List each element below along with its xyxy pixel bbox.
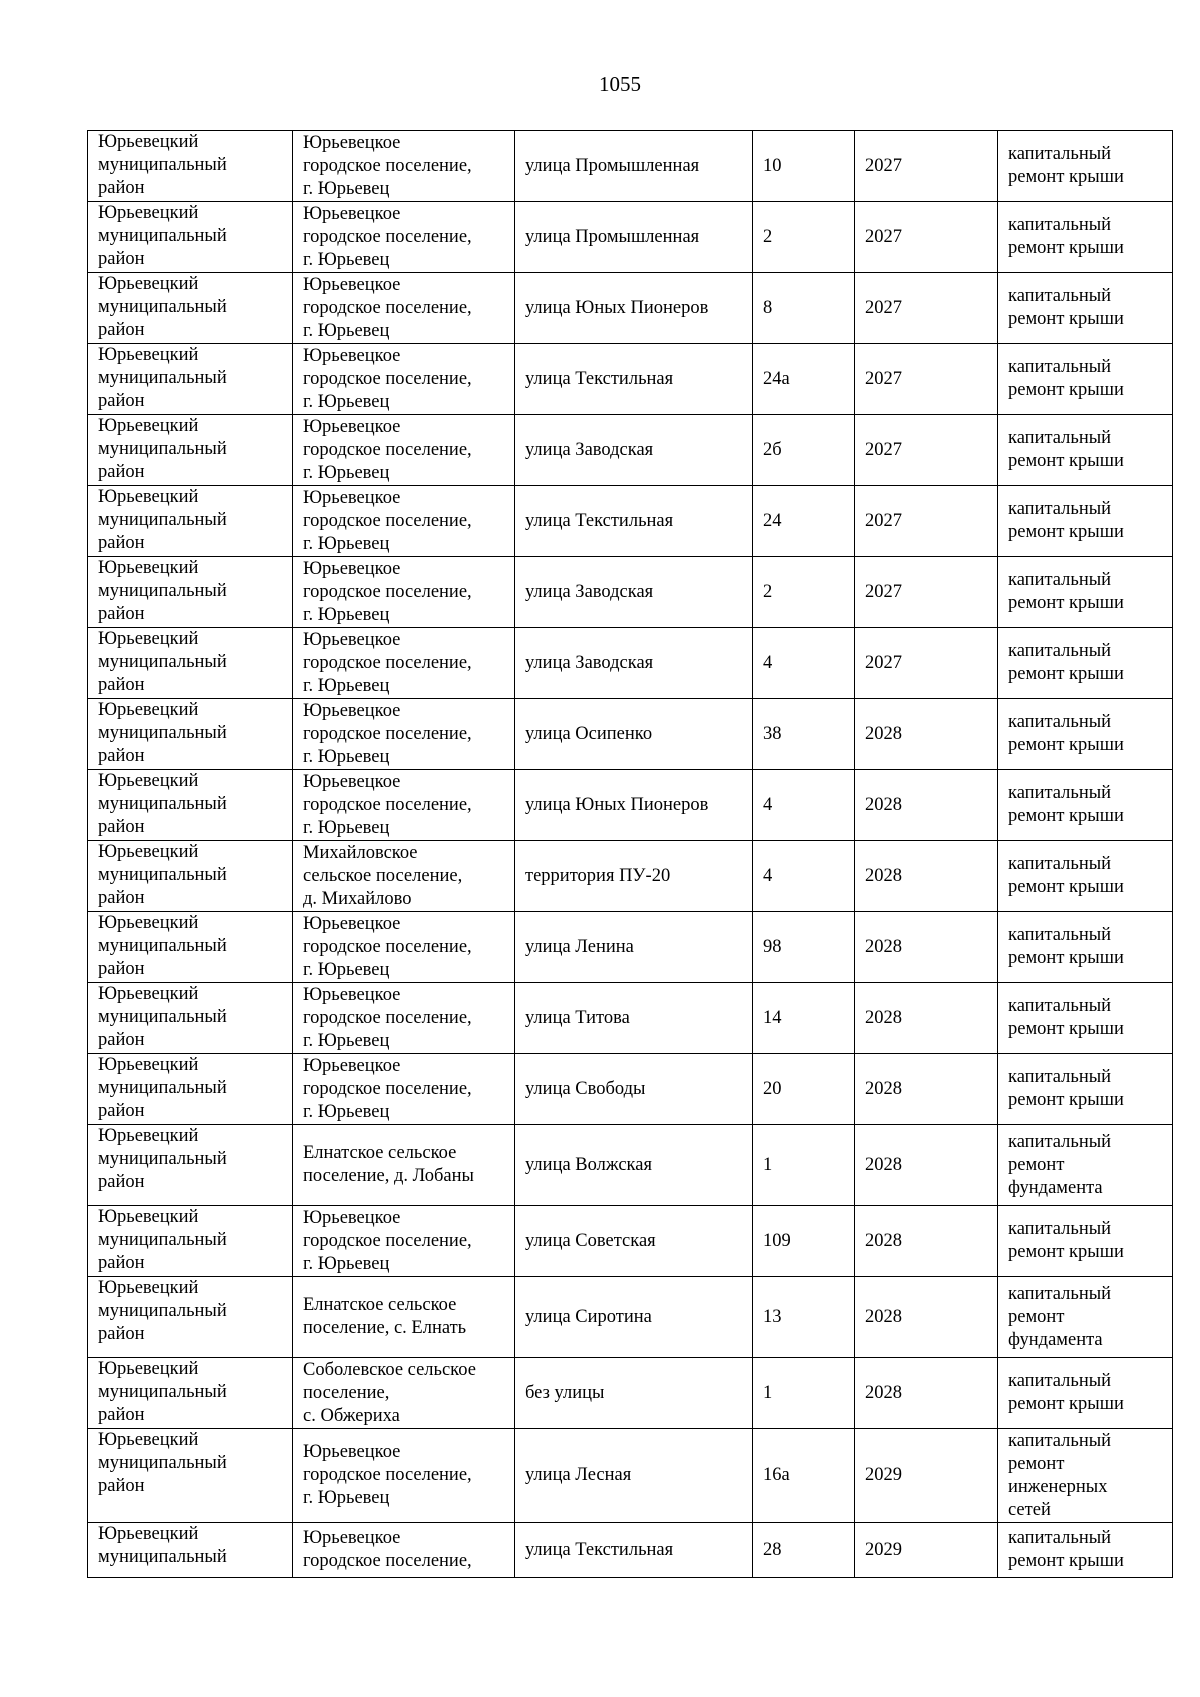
settlement-cell: [293, 486, 515, 557]
work-type-cell-text: капитальный ремонт крыши: [1008, 712, 1124, 755]
work-type-cell: [998, 202, 1173, 273]
district-cell-text: Юрьевецкий муниципальный район: [98, 203, 227, 269]
house-number-cell-text: 1: [763, 1382, 773, 1403]
settlement-cell-text: Юрьевецкое городское поселение, г. Юрьевец: [303, 1055, 472, 1122]
year-cell: [855, 770, 998, 841]
settlement-cell: [293, 841, 515, 912]
work-type-cell: [998, 912, 1173, 983]
settlement-cell-text: Юрьевецкое городское поселение, г. Юрьевец: [303, 274, 472, 341]
house-number-cell: [753, 273, 855, 344]
work-type-cell-text: капитальный ремонт крыши: [1008, 357, 1124, 400]
year-cell: [855, 841, 998, 912]
house-number-cell: [753, 1054, 855, 1125]
house-number-cell-text: 4: [763, 652, 773, 673]
settlement-cell-text: Юрьевецкое городское поселение, г. Юрьевец: [303, 984, 472, 1051]
year-cell-text: 2027: [865, 155, 902, 176]
house-number-cell-text: 24а: [763, 368, 790, 389]
table-row: [88, 770, 1173, 841]
year-cell-text: 2028: [865, 794, 902, 815]
work-type-cell-text: капитальный ремонт крыши: [1008, 854, 1124, 897]
year-cell-text: 2028: [865, 936, 902, 957]
street-cell-text: улица Свободы: [525, 1078, 646, 1099]
street-cell: [515, 1277, 753, 1358]
work-type-cell-text: капитальный ремонт крыши: [1008, 1067, 1124, 1110]
year-cell-text: 2027: [865, 510, 902, 531]
year-cell: [855, 1523, 998, 1578]
house-number-cell-text: 2: [763, 226, 773, 247]
settlement-cell-text: Юрьевецкое городское поселение, г. Юрьевец: [303, 1442, 472, 1508]
work-type-cell: [998, 344, 1173, 415]
district-cell-text: Юрьевецкий муниципальный район: [98, 984, 227, 1050]
settlement-cell-text: Михайловское сельское поселение, д. Михайлово: [303, 842, 463, 909]
settlement-cell: [293, 1358, 515, 1429]
settlement-cell: [293, 699, 515, 770]
district-cell: [88, 1358, 293, 1429]
page-number: 1055: [599, 72, 641, 96]
street-cell: [515, 628, 753, 699]
table-row: [88, 202, 1173, 273]
settlement-cell: [293, 1429, 515, 1523]
district-cell-text: Юрьевецкий муниципальный район: [98, 1430, 227, 1496]
district-cell: [88, 699, 293, 770]
district-cell-text: Юрьевецкий муниципальный район: [98, 132, 227, 198]
district-cell-text: Юрьевецкий муниципальный район: [98, 629, 227, 695]
work-type-cell-text: капитальный ремонт фундамента: [1008, 1283, 1112, 1350]
street-cell-text: улица Лесная: [525, 1465, 632, 1485]
street-cell-text: улица Ленина: [525, 936, 634, 957]
year-cell-text: 2028: [865, 723, 902, 744]
table-row: [88, 1206, 1173, 1277]
house-number-cell: [753, 344, 855, 415]
house-number-cell-text: 24: [763, 510, 782, 531]
capital-repair-table: [87, 130, 1173, 1578]
street-cell-text: улица Осипенко: [525, 723, 653, 744]
district-cell: [88, 344, 293, 415]
year-cell-text: 2029: [865, 1539, 902, 1560]
work-type-cell-text: капитальный ремонт крыши: [1008, 641, 1124, 684]
table-row: [88, 1054, 1173, 1125]
settlement-cell: [293, 628, 515, 699]
street-cell: [515, 1125, 753, 1206]
work-type-cell-text: капитальный ремонт крыши: [1008, 286, 1124, 329]
year-cell-text: 2028: [865, 1306, 902, 1327]
street-cell-text: улица Юных Пионеров: [525, 297, 709, 318]
house-number-cell-text: 14: [763, 1007, 782, 1028]
table-row: [88, 131, 1173, 202]
settlement-cell-text: Юрьевецкое городское поселение, г. Юрьевец: [303, 416, 472, 483]
work-type-cell-text: капитальный ремонт крыши: [1008, 428, 1124, 471]
street-cell-text: улица Промышленная: [525, 226, 700, 247]
work-type-cell: [998, 699, 1173, 770]
work-type-cell: [998, 1206, 1173, 1277]
year-cell-text: 2027: [865, 439, 902, 460]
work-type-cell: [998, 1277, 1173, 1358]
house-number-cell: [753, 841, 855, 912]
district-cell-text: Юрьевецкий муниципальный район: [98, 913, 227, 979]
table-row: [88, 1358, 1173, 1429]
settlement-cell: [293, 983, 515, 1054]
house-number-cell: [753, 1277, 855, 1358]
district-cell: [88, 1523, 293, 1578]
settlement-cell: [293, 1054, 515, 1125]
year-cell-text: 2027: [865, 226, 902, 247]
district-cell: [88, 202, 293, 273]
work-type-cell-text: капитальный ремонт крыши: [1008, 499, 1124, 542]
district-cell: [88, 1206, 293, 1277]
table-row: [88, 415, 1173, 486]
year-cell: [855, 273, 998, 344]
street-cell-text: улица Промышленная: [525, 155, 700, 176]
district-cell-text: Юрьевецкий муниципальный район: [98, 487, 227, 553]
house-number-cell: [753, 1523, 855, 1578]
settlement-cell: [293, 770, 515, 841]
district-cell: [88, 557, 293, 628]
district-cell-text: Юрьевецкий муниципальный район: [98, 1359, 227, 1425]
work-type-cell-text: капитальный ремонт крыши: [1008, 1371, 1124, 1414]
work-type-cell: [998, 1429, 1173, 1523]
year-cell: [855, 557, 998, 628]
district-cell: [88, 131, 293, 202]
street-cell: [515, 1523, 753, 1578]
settlement-cell: [293, 415, 515, 486]
table-row: [88, 1125, 1173, 1206]
work-type-cell: [998, 983, 1173, 1054]
work-type-cell: [998, 1054, 1173, 1125]
district-cell: [88, 273, 293, 344]
table-row: [88, 1429, 1173, 1523]
settlement-cell-text: Юрьевецкое городское поселение, г. Юрьевец: [303, 203, 472, 270]
year-cell-text: 2029: [865, 1465, 902, 1485]
house-number-cell: [753, 557, 855, 628]
year-cell: [855, 983, 998, 1054]
street-cell: [515, 486, 753, 557]
street-cell: [515, 202, 753, 273]
district-cell-text: Юрьевецкий муниципальный район: [98, 416, 227, 482]
table-row: [88, 486, 1173, 557]
year-cell-text: 2028: [865, 865, 902, 886]
year-cell: [855, 1429, 998, 1523]
settlement-cell: [293, 1206, 515, 1277]
settlement-cell-text: Юрьевецкое городское поселение, г. Юрьевец: [303, 913, 472, 980]
house-number-cell: [753, 202, 855, 273]
street-cell: [515, 1206, 753, 1277]
year-cell: [855, 1358, 998, 1429]
street-cell: [515, 557, 753, 628]
year-cell: [855, 699, 998, 770]
work-type-cell-text: капитальный ремонт крыши: [1008, 783, 1124, 826]
house-number-cell: [753, 131, 855, 202]
settlement-cell: [293, 202, 515, 273]
street-cell-text: улица Советская: [525, 1230, 656, 1251]
house-number-cell-text: 20: [763, 1078, 782, 1099]
work-type-cell: [998, 770, 1173, 841]
year-cell-text: 2028: [865, 1382, 902, 1403]
year-cell: [855, 1125, 998, 1206]
work-type-cell: [998, 557, 1173, 628]
settlement-cell-text: Юрьевецкое городское поселение, г. Юрьевец: [303, 487, 472, 554]
street-cell: [515, 415, 753, 486]
settlement-cell-text: Юрьевецкое городское поселение, г. Юрьевец: [303, 132, 472, 199]
district-cell: [88, 770, 293, 841]
settlement-cell-text: Соболевское сельское поселение, с. Обжериха: [303, 1359, 476, 1426]
street-cell-text: улица Текстильная: [525, 1539, 674, 1560]
district-cell: [88, 1054, 293, 1125]
district-cell-text: Юрьевецкий муниципальный район: [98, 700, 227, 766]
settlement-cell-text: Юрьевецкое городское поселение, г. Юрьевец: [303, 771, 472, 838]
year-cell: [855, 344, 998, 415]
work-type-cell-text: капитальный ремонт крыши: [1008, 1219, 1124, 1262]
house-number-cell-text: 16а: [763, 1465, 790, 1485]
district-cell: [88, 486, 293, 557]
district-cell: [88, 1277, 293, 1358]
settlement-cell-text: Юрьевецкое городское поселение, г. Юрьевец: [303, 558, 472, 625]
district-cell-text: Юрьевецкий муниципальный район: [98, 558, 227, 624]
work-type-cell: [998, 1358, 1173, 1429]
work-type-cell: [998, 415, 1173, 486]
street-cell: [515, 770, 753, 841]
district-cell-text: Юрьевецкий муниципальный район: [98, 771, 227, 837]
house-number-cell: [753, 912, 855, 983]
work-type-cell: [998, 1523, 1173, 1578]
year-cell-text: 2027: [865, 297, 902, 318]
house-number-cell: [753, 1358, 855, 1429]
house-number-cell: [753, 628, 855, 699]
settlement-cell-text: Елнатское сельское поселение, д. Лобаны: [303, 1143, 474, 1186]
settlement-cell-text: Юрьевецкое городское поселение, г. Юрьевец: [303, 1207, 472, 1274]
table-row: [88, 1277, 1173, 1358]
table-row: [88, 912, 1173, 983]
district-cell: [88, 841, 293, 912]
district-cell-text: Юрьевецкий муниципальный район: [98, 1207, 227, 1273]
year-cell: [855, 1277, 998, 1358]
year-cell-text: 2028: [865, 1230, 902, 1251]
house-number-cell: [753, 415, 855, 486]
work-type-cell: [998, 628, 1173, 699]
district-cell-text: Юрьевецкий муниципальный район: [98, 842, 227, 908]
year-cell: [855, 415, 998, 486]
street-cell: [515, 1358, 753, 1429]
street-cell: [515, 983, 753, 1054]
work-type-cell-text: капитальный ремонт крыши: [1008, 215, 1124, 258]
table-row: [88, 699, 1173, 770]
settlement-cell-text: Юрьевецкое городское поселение, г. Юрьевец: [303, 345, 472, 412]
work-type-cell: [998, 841, 1173, 912]
year-cell-text: 2027: [865, 652, 902, 673]
street-cell: [515, 912, 753, 983]
table-row: [88, 273, 1173, 344]
district-cell-text: Юрьевецкий муниципальный район: [98, 274, 227, 340]
house-number-cell-text: 4: [763, 865, 773, 886]
house-number-cell: [753, 699, 855, 770]
settlement-cell: [293, 344, 515, 415]
work-type-cell-text: капитальный ремонт крыши: [1008, 1528, 1124, 1571]
house-number-cell-text: 98: [763, 936, 782, 957]
year-cell: [855, 1054, 998, 1125]
year-cell: [855, 131, 998, 202]
table-row: [88, 344, 1173, 415]
settlement-cell-text: Юрьевецкое городское поселение, г. Юрьевец: [303, 700, 472, 767]
district-cell: [88, 983, 293, 1054]
district-cell-text: Юрьевецкий муниципальный район: [98, 1055, 227, 1121]
year-cell: [855, 1206, 998, 1277]
work-type-cell-text: капитальный ремонт фундамента: [1008, 1131, 1112, 1198]
district-cell-text: Юрьевецкий муниципальный район: [98, 1126, 227, 1192]
settlement-cell: [293, 912, 515, 983]
street-cell-text: улица Заводская: [525, 581, 654, 602]
house-number-cell: [753, 770, 855, 841]
street-cell: [515, 131, 753, 202]
table-row: [88, 983, 1173, 1054]
street-cell-text: улица Титова: [525, 1007, 630, 1028]
table-row: [88, 557, 1173, 628]
settlement-cell: [293, 557, 515, 628]
table-row: [88, 1523, 1173, 1578]
house-number-cell-text: 8: [763, 297, 773, 318]
house-number-cell-text: 4: [763, 794, 773, 815]
house-number-cell: [753, 486, 855, 557]
street-cell: [515, 1054, 753, 1125]
year-cell-text: 2028: [865, 1154, 902, 1175]
district-cell: [88, 1125, 293, 1206]
work-type-cell-text: капитальный ремонт крыши: [1008, 144, 1124, 187]
district-cell-text: Юрьевецкий муниципальный район: [98, 345, 227, 411]
house-number-cell-text: 2: [763, 581, 773, 602]
settlement-cell-text: Юрьевецкое городское поселение,: [303, 1528, 472, 1571]
work-type-cell-text: капитальный ремонт крыши: [1008, 996, 1124, 1039]
house-number-cell: [753, 983, 855, 1054]
street-cell-text: без улицы: [525, 1382, 605, 1403]
house-number-cell-text: 10: [763, 155, 782, 176]
work-type-cell: [998, 273, 1173, 344]
settlement-cell-text: Елнатское сельское поселение, с. Елнать: [303, 1295, 467, 1338]
house-number-cell-text: 38: [763, 723, 782, 744]
house-number-cell-text: 28: [763, 1539, 782, 1560]
year-cell-text: 2027: [865, 581, 902, 602]
street-cell: [515, 1429, 753, 1523]
house-number-cell-text: 13: [763, 1306, 782, 1327]
house-number-cell: [753, 1429, 855, 1523]
district-cell: [88, 628, 293, 699]
work-type-cell-text: капитальный ремонт крыши: [1008, 925, 1124, 968]
street-cell: [515, 273, 753, 344]
year-cell: [855, 628, 998, 699]
year-cell-text: 2028: [865, 1007, 902, 1028]
settlement-cell: [293, 131, 515, 202]
work-type-cell-text: капитальный ремонт инженерных сетей: [1008, 1430, 1112, 1520]
street-cell: [515, 344, 753, 415]
settlement-cell-text: Юрьевецкое городское поселение, г. Юрьевец: [303, 629, 472, 696]
work-type-cell: [998, 131, 1173, 202]
street-cell-text: улица Текстильная: [525, 368, 674, 389]
street-cell-text: улица Сиротина: [525, 1306, 652, 1327]
year-cell: [855, 486, 998, 557]
year-cell-text: 2028: [865, 1078, 902, 1099]
district-cell: [88, 1429, 293, 1523]
table-row: [88, 628, 1173, 699]
district-cell-text: Юрьевецкий муниципальный район: [98, 1278, 227, 1344]
year-cell: [855, 202, 998, 273]
house-number-cell-text: 1: [763, 1154, 773, 1175]
house-number-cell-text: 109: [763, 1230, 791, 1251]
settlement-cell: [293, 1125, 515, 1206]
work-type-cell-text: капитальный ремонт крыши: [1008, 570, 1124, 613]
street-cell-text: улица Заводская: [525, 439, 654, 460]
year-cell: [855, 912, 998, 983]
street-cell: [515, 841, 753, 912]
settlement-cell: [293, 1523, 515, 1578]
house-number-cell-text: 2б: [763, 439, 782, 460]
district-cell: [88, 415, 293, 486]
street-cell-text: территория ПУ-20: [525, 865, 671, 886]
house-number-cell: [753, 1206, 855, 1277]
work-type-cell: [998, 486, 1173, 557]
house-number-cell: [753, 1125, 855, 1206]
street-cell: [515, 699, 753, 770]
table-row: [88, 841, 1173, 912]
district-cell: [88, 912, 293, 983]
year-cell-text: 2027: [865, 368, 902, 389]
street-cell-text: улица Текстильная: [525, 510, 674, 531]
work-type-cell: [998, 1125, 1173, 1206]
street-cell-text: улица Волжская: [525, 1154, 652, 1175]
street-cell-text: улица Заводская: [525, 652, 654, 673]
settlement-cell: [293, 273, 515, 344]
street-cell-text: улица Юных Пионеров: [525, 794, 709, 815]
settlement-cell: [293, 1277, 515, 1358]
district-cell-text: Юрьевецкий муниципальный: [98, 1524, 227, 1567]
